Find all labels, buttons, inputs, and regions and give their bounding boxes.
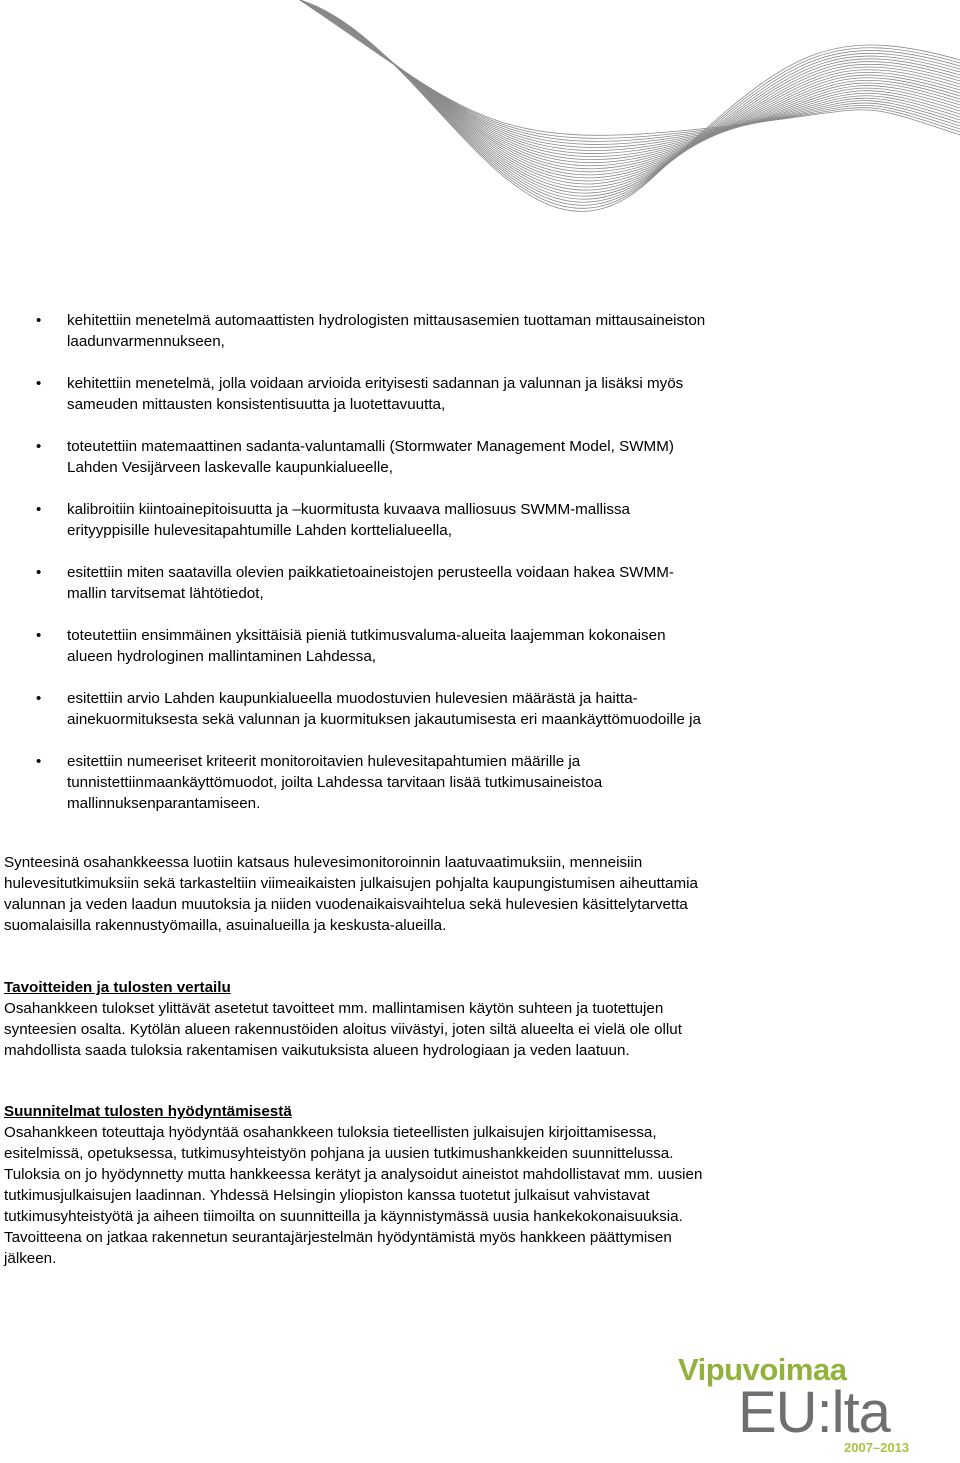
wave-line: [300, 0, 960, 157]
bullet-list: [0, 310, 960, 814]
bullet-item: • toteutettiin ensimmäinen yksittäisiä pieniä tutkimusvaluma-alueita laajemman kokonaisen alueen hydrologinen mallintaminen Lahdessa,: [36, 627, 666, 665]
bullet-icon: •: [36, 501, 42, 518]
section-utilization: [4, 1101, 724, 1269]
bullet-icon: •: [36, 375, 42, 392]
wave-line: [300, 0, 960, 147]
logo-years: 2007–2013: [844, 1440, 910, 1455]
section-heading: Suunnitelmat tulosten hyödyntämisestä: [4, 1103, 292, 1120]
bullet-item: • esitettiin arvio Lahden kaupunkialueella muodostuvien hulevesien määrästä ja haitta-ainekuormituksesta sekä valunnan ja kuormituksen jakautumisesta eri maankäyttömuodoille ja: [36, 690, 701, 728]
wave-line: [300, 0, 960, 160]
wave-line: [300, 0, 960, 169]
bullet-item: • toteutettiin matemaattinen sadanta-valuntamalli (Stormwater Management Model, SWMM) Lahden Vesijärveen laskevalle kaupunkialueelle,: [36, 438, 674, 476]
section-comparison: [4, 977, 724, 1061]
wave-line: [300, 0, 960, 154]
decorative-wave-lines: [0, 0, 960, 300]
bullet-item: • kalibroitiin kiintoainepitoisuutta ja –kuormitusta kuvaava malliosuus SWMM-mallissa erityyppisille hulevesitapahtumille Lahden korttelialueella,: [36, 501, 631, 539]
wave-line: [300, 0, 960, 163]
bullet-icon: •: [36, 564, 42, 581]
vipuvoimaa-eu-logo: [672, 1352, 922, 1460]
bullet-item: • kehitettiin menetelmä automaattisten hydrologisten mittausasemien tuottaman mittausaineiston laadunvarmennukseen,: [36, 312, 706, 350]
bullet-item: • esitettiin numeeriset kriteerit monitoroitavien hulevesitapahtumien määrille ja tunnistettiinmaankäyttömuodot, joilta Lahdessa tarvitaan lisää tutkimusaineistoa mallinnuksenparantamiseen.: [36, 753, 603, 812]
bullet-icon: •: [36, 690, 42, 707]
synthesis-paragraph: Synteesinä osahankkeessa luotiin katsaus hulevesimonitoroinnin laatuvaatimuksiin, menneisiin hulevesitutkimuksiin sekä tarkasteltiin viimeaikaisten julkaisujen pohjalta kaupungistumisen aiheuttamia valunnan ja veden laadun muutoksia ja niiden vuodenaikaisvaihtelua sekä hulevesien käsittelytarvetta suomalaisilla rakennustyömailla, asuinalueilla ja keskusta-alueilla.: [4, 854, 698, 934]
wave-line: [300, 0, 960, 135]
logo-eu-text: EU:lta: [738, 1380, 890, 1445]
bullet-icon: •: [36, 627, 42, 644]
bullet-item: • kehitettiin menetelmä, jolla voidaan arvioida erityisesti sadannan ja valunnan ja lisäksi myös sameuden mittausten konsistentisuutta ja luotettavuutta,: [36, 375, 684, 413]
wave-line: [300, 0, 960, 141]
bullet-icon: •: [36, 753, 42, 770]
section-paragraph: Osahankkeen toteuttaja hyödyntää osahankkeen tuloksia tieteellisten julkaisujen kirjoittamisessa, esitelmissä, opetuksessa, tutkimusyhteistyön pohjana ja uusien tutkimushankkeiden suunnittelussa. Tuloksia on jo hyödynnetty mutta hankkeessa kerätyt ja analysoidut aineistot mahdollistavat mm. uusien tutkimusjulkaisujen laadinnan. Yhdessä Helsingin yliopiston kanssa tuotetut julkaisut vahvistavat tutkimusyhteistyötä ja aiheen tiimoilta on suunnitteilla ja käynnistymässä uusia hankekokonaisuuksia. Tavoitteena on jatkaa rakennetun seurantajärjestelmän hyödyntämistä myös hankkeen päättymisen jälkeen.: [4, 1124, 703, 1267]
bullet-icon: •: [36, 312, 42, 329]
bullet-icon: •: [36, 438, 42, 455]
bullet-item: • esitettiin miten saatavilla olevien paikkatietoaineistojen perusteella voidaan hakea SWMM-mallin tarvitsemat lähtötiedot,: [36, 564, 674, 602]
section-heading: Tavoitteiden ja tulosten vertailu: [4, 979, 231, 996]
section-paragraph: Osahankkeen tulokset ylittävät asetetut tavoitteet mm. mallintamisen käytön suhteen ja tuotettujen synteesien osalta. Kytölän alueen rakennustöiden aloitus viivästyi, joten siltä alueelta ei vielä ole ollut mahdollista saada tuloksia rakentamisen vaikutuksista alueen hydrologiaan ja veden laatuun.: [4, 1000, 682, 1059]
logo-title: Vipuvoimaa: [678, 1352, 847, 1387]
